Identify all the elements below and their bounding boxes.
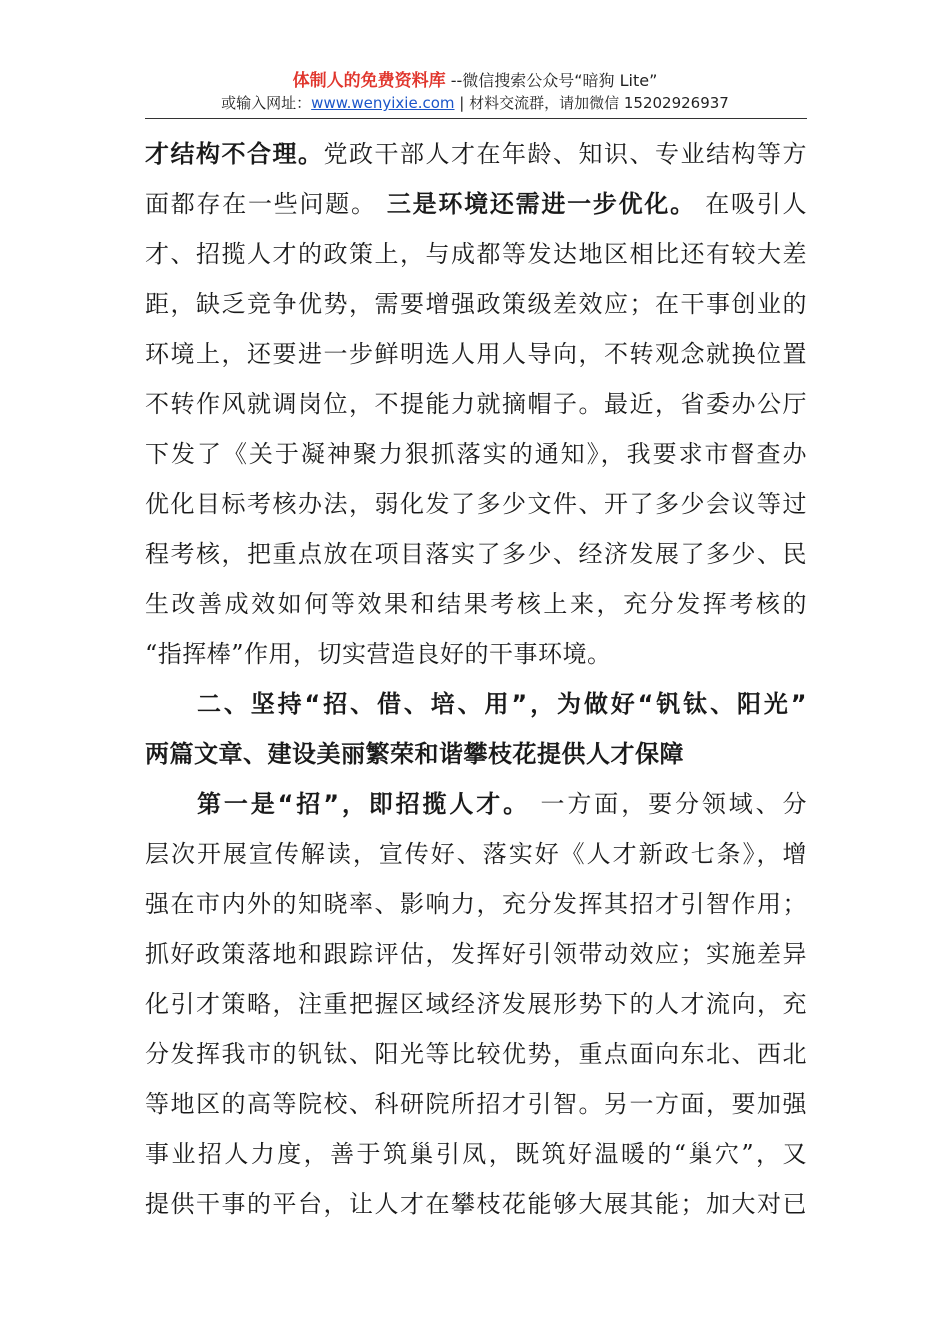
text-line [145, 129, 807, 179]
text-span: 层次开展宣传解读，宣传好、落实好《人才新政七条》，增 [145, 840, 807, 868]
text-span: 距，缺乏竞争优势，需要增强政策级差效应；在干事创业的 [145, 290, 807, 318]
text-line [145, 1179, 807, 1229]
section-heading [145, 729, 807, 779]
text-span: 在吸引人 [695, 190, 807, 218]
header-line-1 [145, 70, 805, 92]
text-line [145, 329, 807, 379]
text-line [145, 979, 807, 1029]
bold-phrase: 三是环境还需进一步优化。 [376, 190, 696, 218]
text-span: 不转作风就调岗位，不提能力就摘帽子。最近，省委办公厅 [145, 390, 807, 418]
heading-text: 两篇文章、建设美丽繁荣和谐攀枝花提供人才保障 [145, 740, 684, 768]
text-span: 提供干事的平台，让人才在攀枝花能够大展其能；加大对已 [145, 1190, 807, 1218]
text-line [145, 1129, 807, 1179]
text-span: 化引才策略，注重把握区域经济发展形势下的人才流向，充 [145, 990, 807, 1018]
header-url-prefix: 或输入网址： [221, 94, 312, 112]
section-heading [145, 679, 807, 729]
text-span: 分发挥我市的钒钛、阳光等比较优势，重点面向东北、西北 [145, 1040, 807, 1068]
text-span: “指挥棒”作用，切实营造良好的干事环境。 [145, 640, 612, 668]
text-line [145, 229, 807, 279]
text-span: 生改善成效如何等效果和结果考核上来，充分发挥考核的 [145, 590, 807, 618]
header-contact: 材料交流群，请加微信 15202926937 [469, 94, 729, 112]
text-span: 下发了《关于凝神聚力狠抓落实的通知》，我要求市督查办 [145, 440, 807, 468]
text-span: 抓好政策落地和跟踪评估，发挥好引领带动效应；实施差异 [145, 940, 807, 968]
text-span: 程考核，把重点放在项目落实了多少、经济发展了多少、民 [145, 540, 807, 568]
page-header [145, 70, 805, 114]
text-span: 强在市内外的知晓率、影响力，充分发挥其招才引智作用； [145, 890, 807, 918]
text-line [145, 379, 807, 429]
bold-phrase: 第一是“招”，即招揽人才。 [197, 790, 531, 818]
text-line [145, 179, 807, 229]
text-span: 优化目标考核办法，弱化发了多少文件、开了多少会议等过 [145, 490, 807, 518]
text-span: 事业招人力度，善于筑巢引凤，既筑好温暖的“巢穴”，又 [145, 1140, 807, 1168]
text-span: 等地区的高等院校、科研院所招才引智。另一方面，要加强 [145, 1090, 807, 1118]
text-line [145, 429, 807, 479]
text-line [145, 1079, 807, 1129]
text-line [145, 479, 807, 529]
text-line [145, 779, 807, 829]
text-line [145, 629, 807, 679]
header-divider [145, 118, 807, 119]
text-line [145, 279, 807, 329]
text-line [145, 579, 807, 629]
text-span: 党政干部人才在年龄、知识、专业结构等方 [323, 140, 807, 168]
text-line [145, 929, 807, 979]
header-line-2 [145, 92, 805, 114]
text-line [145, 1029, 807, 1079]
text-span: 面都存在一些问题。 [145, 190, 377, 218]
text-span: 才、招揽人才的政策上，与成都等发达地区相比还有较大差 [145, 240, 807, 268]
heading-text: 二、坚持“招、借、培、用”，为做好“钒钛、阳光” [197, 690, 807, 718]
body-text [145, 129, 807, 1229]
text-span: 一方面，要分领域、分 [530, 790, 807, 818]
header-separator: | [454, 94, 470, 112]
header-brand: 体制人的免费资料库 [292, 71, 446, 91]
bold-phrase: 才结构不合理。 [145, 140, 324, 168]
header-wechat-note: --微信搜索公众号“暗狗 Lite” [445, 71, 658, 90]
text-line [145, 529, 807, 579]
text-line [145, 829, 807, 879]
header-url-link[interactable]: www.wenyixie.com [311, 94, 455, 112]
text-span: 环境上，还要进一步鲜明选人用人导向，不转观念就换位置 [145, 340, 807, 368]
text-line [145, 879, 807, 929]
